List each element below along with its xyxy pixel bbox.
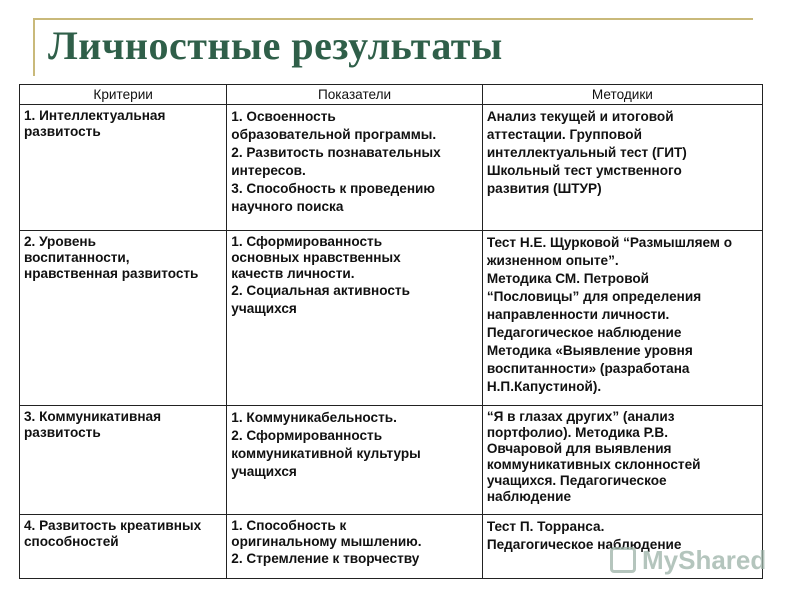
method-line: “Пословицы” для определения <box>486 289 702 304</box>
methods-cell <box>482 105 762 231</box>
method-line: Тест Н.Е. Щурковой “Размышляем о <box>486 235 733 250</box>
method-line: жизненном опыте”. <box>486 253 619 268</box>
table-header-row <box>20 85 763 105</box>
watermark <box>610 545 766 576</box>
watermark-logo-icon <box>610 547 636 573</box>
indicators-cell <box>227 406 483 515</box>
table-row <box>20 105 763 231</box>
criterion-line: воспитанности, <box>24 250 130 265</box>
method-line: Анализ текущей и итоговой <box>486 109 674 124</box>
indicator-line: 2. Развитость познавательных <box>231 145 441 160</box>
method-line: воспитанности» (разработана <box>486 361 690 376</box>
header-criteria: Критерии <box>20 85 227 105</box>
indicator-line: коммуникативной культуры <box>231 446 421 461</box>
table-row <box>20 406 763 515</box>
methods-cell <box>482 231 762 406</box>
header-methods: Методики <box>482 85 762 105</box>
criterion-line: развитость <box>24 425 101 440</box>
method-line: аттестации. Групповой <box>486 127 642 142</box>
criterion-line: 1. Интеллектуальная <box>24 108 166 123</box>
indicator-line: основных нравственных <box>231 250 401 265</box>
indicator-line: 1. Сформированность <box>231 234 383 249</box>
method-line: Школьный тест умственного <box>486 163 682 178</box>
criterion-cell <box>20 406 227 515</box>
criterion-line: нравственная развитость <box>24 266 199 281</box>
method-line: Педагогическое наблюдение <box>486 537 682 552</box>
indicators-cell <box>227 515 483 579</box>
indicators-cell <box>227 105 483 231</box>
title-frame-left-line <box>33 18 35 76</box>
method-line: учащихся. Педагогическое <box>486 473 667 488</box>
title-frame-top-line <box>33 18 753 20</box>
criterion-cell <box>20 231 227 406</box>
indicator-line: образовательной программы. <box>231 127 437 142</box>
indicator-line: 1. Освоенность <box>231 109 336 124</box>
table-row <box>20 231 763 406</box>
criterion-line: 4. Развитость креативных <box>24 518 202 533</box>
indicator-line: оригинальному мышлению. <box>231 534 422 549</box>
indicator-line: интересов. <box>231 163 306 178</box>
method-line: коммуникативных склонностей <box>486 457 701 472</box>
indicator-line: 3. Способность к проведению <box>231 181 436 196</box>
indicator-line: учащихся <box>231 464 297 479</box>
method-line: Методика «Выявление уровня <box>486 343 693 358</box>
indicator-line: 2. Сформированность <box>231 428 383 443</box>
method-line: наблюдение <box>486 489 572 504</box>
method-line: Педагогическое наблюдение <box>486 325 682 340</box>
watermark-text: MyShared <box>642 545 767 575</box>
indicator-line: учащихся <box>231 301 297 316</box>
indicator-line: качеств личности. <box>231 266 355 281</box>
method-line: направленности личности. <box>486 307 670 322</box>
criterion-cell <box>20 515 227 579</box>
indicator-line: научного поиска <box>231 199 344 214</box>
method-line: Н.П.Капустиной). <box>486 379 602 394</box>
indicator-line: 1. Коммуникабельность. <box>231 410 397 425</box>
method-line: Тест П. Торранса. <box>486 519 605 534</box>
indicator-line: 2. Социальная активность <box>231 283 410 298</box>
page-title: Личностные результаты <box>48 23 503 68</box>
indicators-cell <box>227 231 483 406</box>
method-line: Методика СМ. Петровой <box>486 271 650 286</box>
criterion-line: 2. Уровень <box>24 234 96 249</box>
criterion-cell <box>20 105 227 231</box>
results-table <box>19 84 763 579</box>
methods-cell <box>482 406 762 515</box>
header-indicators: Показатели <box>227 85 483 105</box>
indicator-line: 2. Стремление к творчеству <box>231 551 420 566</box>
method-line: портфолио). Методика Р.В. <box>486 425 669 440</box>
criterion-line: 3. Коммуникативная <box>24 409 162 424</box>
method-line: Овчаровой для выявления <box>486 441 672 456</box>
indicator-line: 1. Способность к <box>231 518 347 533</box>
method-line: “Я в глазах других” (анализ <box>486 409 675 424</box>
criterion-line: способностей <box>24 534 119 549</box>
method-line: развития (ШТУР) <box>486 181 602 196</box>
criterion-line: развитость <box>24 124 101 139</box>
method-line: интеллектуальный тест (ГИТ) <box>486 145 687 160</box>
